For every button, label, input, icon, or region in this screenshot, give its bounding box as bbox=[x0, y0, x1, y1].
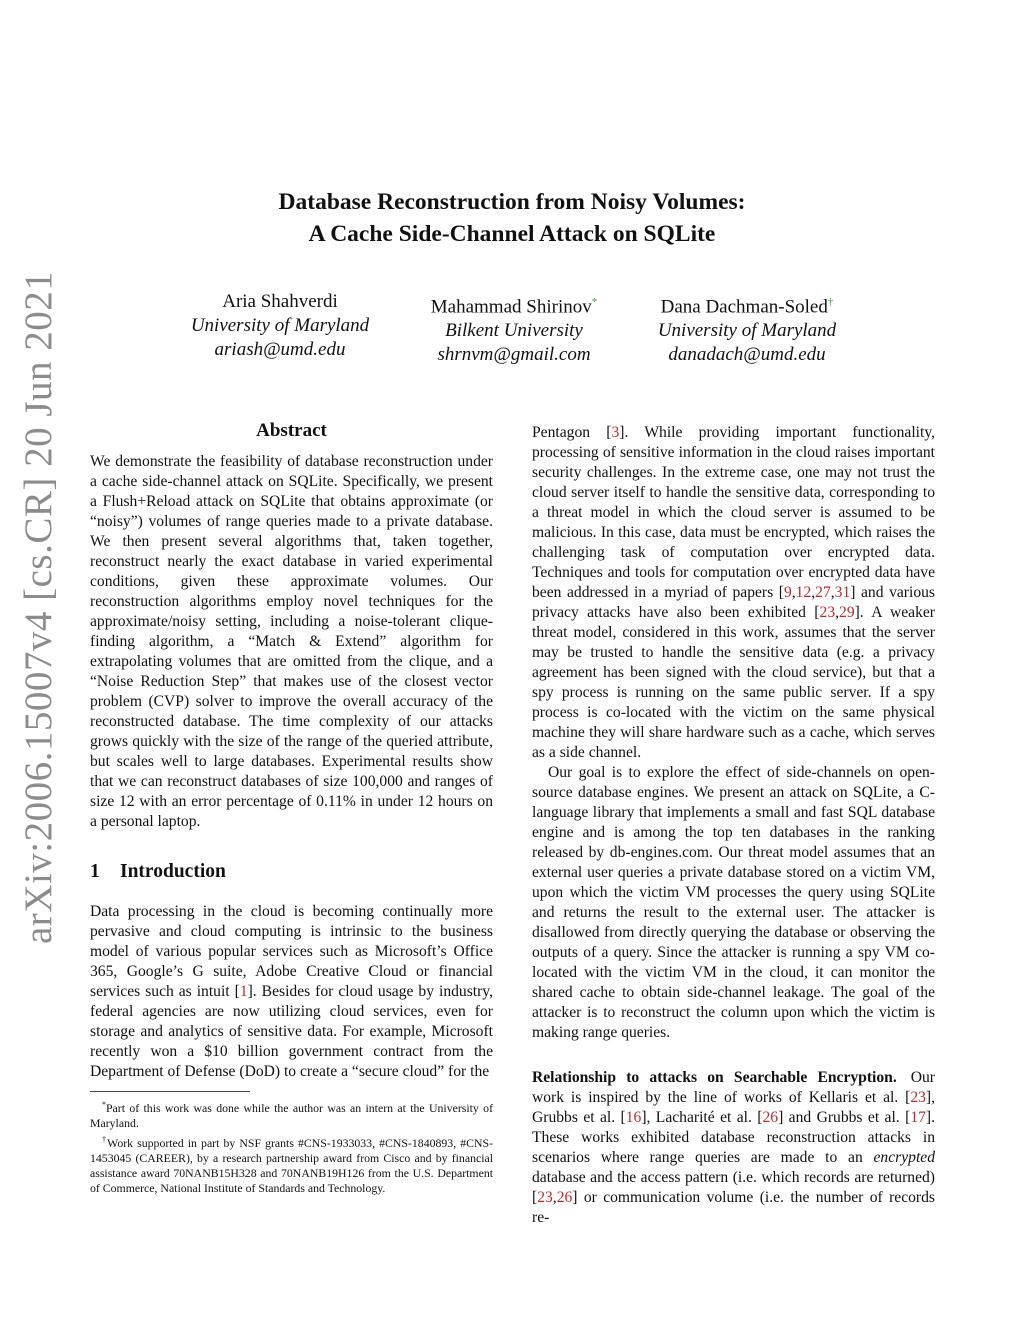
footnote-divider bbox=[90, 1091, 250, 1092]
abstract-body bbox=[90, 452, 493, 832]
citation-link[interactable]: 16 bbox=[625, 1109, 642, 1126]
footnote-mark: † bbox=[102, 1134, 108, 1144]
citation-link[interactable]: 26 bbox=[556, 1189, 573, 1206]
footnote-mark[interactable]: * bbox=[591, 296, 598, 308]
author-email: danadach@umd.edu bbox=[668, 344, 826, 366]
citation-link[interactable]: 9 bbox=[783, 584, 792, 601]
citation-link[interactable]: 23 bbox=[819, 604, 836, 621]
citation-link[interactable]: 23 bbox=[537, 1189, 553, 1206]
author-affiliation: University of Maryland bbox=[190, 315, 370, 336]
citation-link[interactable]: 26 bbox=[762, 1109, 779, 1126]
author-name: Dana Dachman-Soled† bbox=[660, 296, 834, 318]
citation-link[interactable]: 29 bbox=[839, 604, 855, 621]
citation-link[interactable]: 31 bbox=[834, 584, 851, 601]
title-line-2: A Cache Side-Channel Attack on SQLite bbox=[308, 221, 716, 247]
author-block-1 bbox=[150, 290, 410, 362]
author-email: shrnvm@gmail.com bbox=[437, 344, 591, 366]
author-block-2 bbox=[384, 290, 644, 367]
intro-paragraph-left bbox=[90, 902, 493, 1082]
title-line-1: Database Reconstruction from Noisy Volumes: bbox=[278, 189, 746, 215]
section-heading-introduction bbox=[90, 861, 226, 883]
author-name: Aria Shahverdi bbox=[222, 291, 338, 312]
section-number: 1 bbox=[90, 861, 100, 882]
author-affiliation: University of Maryland bbox=[657, 320, 837, 342]
citation-link[interactable]: 27 bbox=[815, 584, 831, 601]
citation-link[interactable]: 1 bbox=[239, 983, 248, 1000]
emphasis: encrypted bbox=[873, 1149, 935, 1166]
author-email: ariash@umd.edu bbox=[214, 339, 346, 360]
footnotes bbox=[90, 1097, 493, 1197]
author-affiliation: Bilkent University bbox=[445, 320, 583, 342]
footnote-1: *Part of this work was done while the author was an intern at the University of Maryland. bbox=[90, 1100, 493, 1131]
citation-link[interactable]: 17 bbox=[910, 1109, 926, 1126]
citation-link[interactable]: 23 bbox=[910, 1089, 926, 1106]
relationship-paragraph bbox=[532, 1068, 935, 1228]
paper-title bbox=[160, 186, 864, 250]
abstract-heading: Abstract bbox=[256, 420, 327, 441]
footnote-mark[interactable]: † bbox=[827, 296, 834, 308]
relationship-text: Relationship to attacks on Searchable Encryption. Our work is inspired by the line of works of Kellaris et al. [23], Grubbs et al. [16], Lacharité et al. [26] and Grubbs et al. [17]. These works exhibited database reconstruction attacks in scenarios where range queries are made to an encrypted database and the access pattern (i.e. which records are returned) [23,26] or communication volume (i.e. the number of records re- bbox=[532, 1069, 935, 1226]
intro-paragraph-2: Our goal is to explore the effect of side-channels on open-source database engines. We present an attack on SQLite, a C-language library that implements a small and fast SQL database engine and is among the top ten databases in the ranking released by db-engines.com. Our threat model assumes that an external user queries a private database stored on a victim VM, upon which the victim VM processes the query using SQLite and returns the result to the external user. The attacker is disallowed from directly querying the database or observing the outputs of a query. Since the attacker is running a spy VM co-located with the victim VM in the cloud, it can monitor the shared cache to obtain side-channel leakage. The goal of the attacker is to reconstruct the column upon which the victim is making range queries. bbox=[532, 764, 935, 1041]
paragraph-lead: Relationship to attacks on Searchable Encryption. bbox=[532, 1069, 897, 1086]
author-name: Mahammad Shirinov* bbox=[430, 296, 598, 318]
citation-link[interactable]: 3 bbox=[611, 424, 620, 441]
author-block-3 bbox=[617, 290, 877, 367]
right-column bbox=[532, 423, 935, 1043]
footnote-2: †Work supported in part by NSF grants #CNS-1933033, #CNS-1840893, #CNS-1453045 (CAREER), by a research partnership award from Cisco and by financial assistance award 70NANB15H328 and 70NANB19H126 from the U.S. Department of Commerce, National Institute of Standards and Technology. bbox=[90, 1134, 494, 1196]
arxiv-identifier-text: arXiv:2006.15007v4 [cs.CR] 20 Jun 2021 bbox=[17, 270, 60, 944]
citation-link[interactable]: 12 bbox=[795, 584, 812, 601]
section-title: Introduction bbox=[120, 861, 226, 882]
intro-paragraph-1-start: Data processing in the cloud is becoming continually more pervasive and cloud computing is intrinsic to the business model of various popular services such as Microsoft’s Office 365, Google’s G suite, Adobe Creative Cloud or financial services such as intuit [1]. Besides for cloud usage by industry, federal agencies are now utilizing cloud services, even for storage and analytics of sensitive data. For example, Microsoft recently won a $10 billion government contract from the Department of Defense (DoD) to create a “secure cloud” for the bbox=[90, 903, 493, 1080]
footnote-mark: * bbox=[102, 1100, 106, 1109]
abstract-text: We demonstrate the feasibility of database reconstruction under a cache side-channel attack on SQLite. Specifically, we present a Flush+Reload attack on SQLite that obtains approximate (or “noisy”) volumes of range queries made to a private database. We then present several algorithms that, taken together, reconstruct nearly the exact database in varied experimental conditions, given these approximate volumes. Our reconstruction algorithms employ novel techniques for the approximate/noisy setting, including a noise-tolerant clique-finding algorithm, a “Match & Extend” algorithm for extrapolating volumes that are omitted from the clique, and a “Noise Reduction Step” that makes use of the closest vector problem (CVP) solver to improve the overall accuracy of the reconstructed database. The time complexity of our attacks grows quickly with the size of the range of the queried attribute, but scales well to large databases. Experimental results show that we can reconstruct databases of size 100,000 and ranges of size 12 with an error percentage of 0.11% in under 12 hours on a personal laptop. bbox=[90, 453, 493, 830]
intro-paragraph-1-continued: Pentagon [3]. While providing important functionality, processing of sensitive information in the cloud raises important security challenges. In the extreme case, one may not trust the cloud server itself to handle the sensitive data, corresponding to a threat model in which the cloud server is assumed to be malicious. In this case, data must be encrypted, which raises the challenging task of computation over encrypted data. Techniques and tools for computation over encrypted data have been addressed in a myriad of papers [9,12,27,31] and various privacy attacks have also been exhibited [23,29]. A weaker threat model, considered in this work, assumes that the server may be trusted to handle the sensitive data (e.g. a privacy agreement has been signed with the cloud service), but that a spy process is running on the same public server. If a spy process is co-located with the victim on the same physical machine they will share hardware such as a cache, which serves as a side channel. bbox=[532, 424, 936, 761]
